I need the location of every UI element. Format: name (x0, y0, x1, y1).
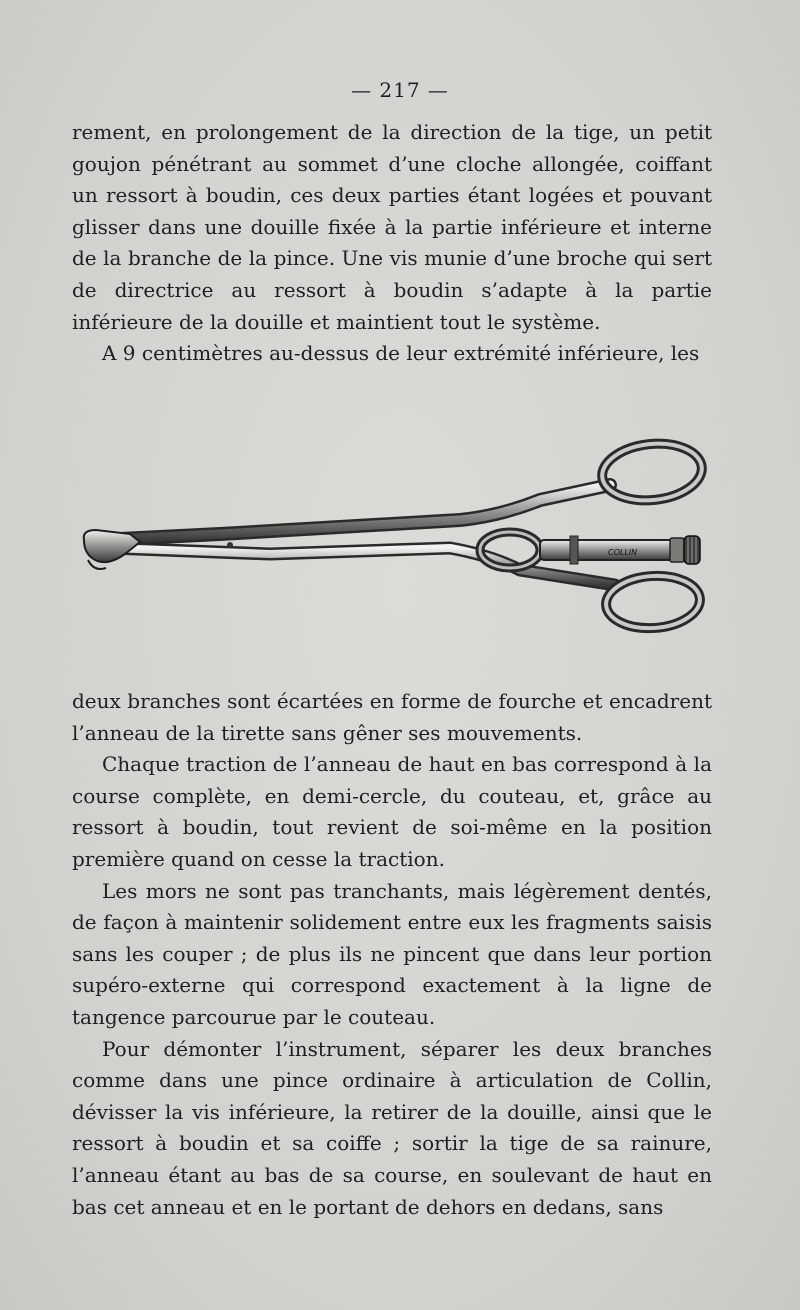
paragraph: Pour démonter l’instrument, séparer les deux branches comme dans une pince ordinaire à articulation de Collin, dévisser la vis inférieure, la retirer de la douille, ainsi que le ressort à boudin et sa coiffe ; sortir la tige de sa rainure, l’anneau étant au bas de sa course, en soulevant de haut en bas cet anneau et en le portant de dehors en dedans, sans (72, 1036, 712, 1219)
text-block-bottom (72, 686, 712, 1223)
paragraph: rement, en prolongement de la direction de la tige, un petit goujon pénétrant au sommet d’une cloche allongée, coiffant un ressort à boudin, ces deux parties étant logées et pouvant glisser dans une douille fixée à la partie inférieure et interne de la branche de la pince. Une vis munie d’une broche qui sert de directrice au ressort à boudin s’adapte à la partie inférieure de la douille et maintient tout le système. (72, 120, 712, 334)
forceps-illustration (70, 430, 730, 650)
paragraph: Chaque traction de l’anneau de haut en bas correspond à la course complète, en demi-cercle, du couteau, et, grâce au ressort à boudin, tout revient de soi-même en la position première quand on cesse la traction. (72, 752, 712, 871)
forceps-drawing (70, 430, 730, 650)
page-number: — 217 — (351, 78, 449, 102)
paragraph: A 9 centimètres au-dessus de leur extrémité inférieure, les (102, 341, 700, 366)
paragraph: Les mors ne sont pas tranchants, mais légèrement dentés, de façon à maintenir solidement entre eux les fragments saisis sans les couper ; de plus ils ne pincent que dans leur portion supéro-externe qui correspond exactement à la ligne de tangence parcourue par le couteau. (72, 878, 712, 1029)
text-block-top (72, 117, 712, 370)
paragraph: deux branches sont écartées en forme de fourche et encadrent l’anneau de la tirette sans gêner ses mouvements. (72, 689, 712, 745)
engraved-maker-label: COLLIN (608, 548, 638, 557)
